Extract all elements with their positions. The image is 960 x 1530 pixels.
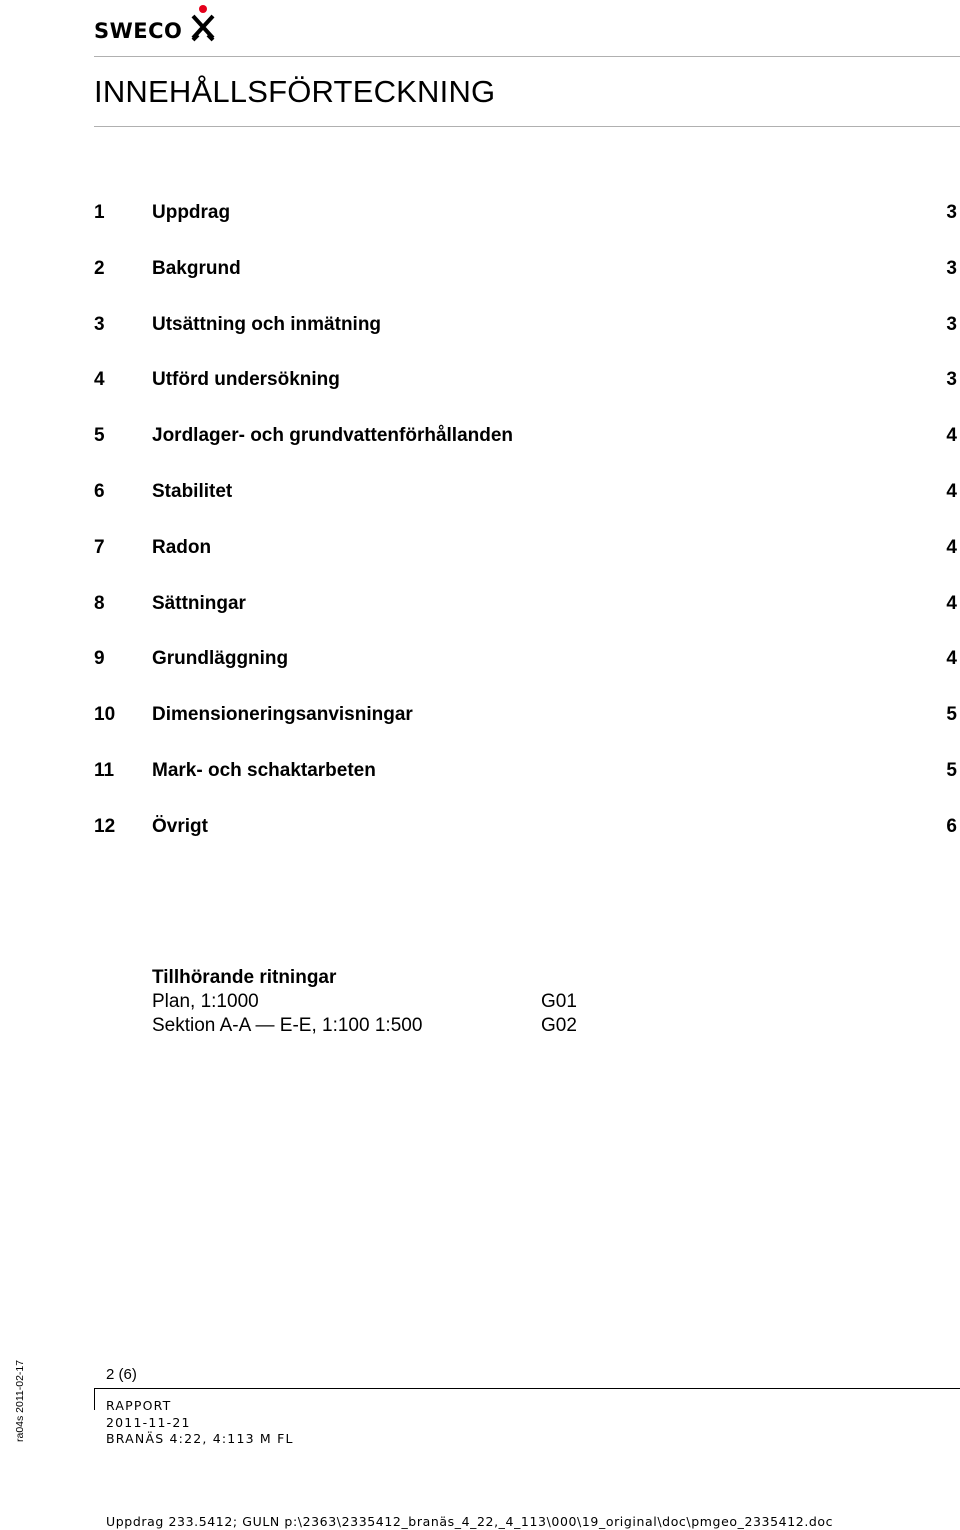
toc-title: Bakgrund: [152, 257, 241, 279]
toc-number: 8: [94, 592, 105, 614]
toc-entry[interactable]: [94, 254, 960, 310]
footer-divider: [94, 1388, 960, 1389]
page-number: 2 (6): [106, 1366, 137, 1383]
toc-number: 10: [94, 704, 116, 726]
toc-title: Grundläggning: [152, 648, 289, 670]
toc-number: 5: [94, 425, 105, 447]
drawing-code: G02: [541, 1015, 577, 1036]
footer-info: [106, 1398, 294, 1448]
page-title: INNEHÅLLSFÖRTECKNING: [94, 74, 496, 109]
toc-entry[interactable]: [94, 310, 960, 366]
toc-page-number: 3: [946, 369, 957, 391]
toc-entry[interactable]: [94, 421, 960, 477]
toc-title: Uppdrag: [152, 202, 231, 223]
toc-page-number: 6: [946, 815, 957, 837]
toc-title: Stabilitet: [152, 480, 233, 502]
toc-number: 11: [94, 759, 115, 781]
toc-number: 12: [94, 815, 116, 837]
toc-entry[interactable]: [94, 700, 960, 756]
toc-page-number: 4: [946, 425, 957, 447]
drawing-row: [152, 990, 592, 1014]
toc-number: 4: [94, 369, 105, 391]
toc-page-number: 4: [946, 648, 957, 670]
toc-title: Övrigt: [152, 815, 208, 837]
sweco-logo: [94, 4, 224, 44]
toc-page-number: 5: [946, 759, 957, 781]
toc-page-number: 4: [946, 480, 957, 502]
title-divider: [94, 126, 960, 127]
footer-corner-mark: [94, 1388, 95, 1410]
header-divider: [94, 56, 960, 57]
toc-entry[interactable]: [94, 756, 960, 812]
toc-entry[interactable]: [94, 644, 960, 700]
toc-title: Utsättning och inmätning: [152, 313, 382, 335]
toc-entry[interactable]: [94, 812, 960, 868]
drawing-row: [152, 1014, 592, 1038]
sweco-figure-icon: [190, 4, 216, 44]
toc-title: Radon: [152, 536, 212, 558]
toc-number: 6: [94, 480, 105, 502]
toc-title: Utförd undersökning: [152, 369, 340, 391]
drawings-section: [152, 966, 592, 1038]
drawing-label: Sektion A-A — E-E, 1:100 1:500: [152, 1015, 423, 1036]
toc-entry[interactable]: [94, 365, 960, 421]
toc-title: Dimensioneringsanvisningar: [152, 704, 413, 726]
drawing-label: Plan, 1:1000: [152, 991, 259, 1012]
drawing-code: G01: [541, 991, 577, 1012]
toc-page-number: 4: [946, 592, 957, 614]
file-path-line: Uppdrag 233.5412; GULN p:\2363\2335412_branäs_4_22,_4_113\000\19_original\doc\pmgeo_2335412.doc: [106, 1514, 834, 1529]
toc-title: Sättningar: [152, 592, 246, 614]
toc-number: 9: [94, 648, 105, 670]
table-of-contents: [94, 198, 960, 868]
toc-page-number: 3: [946, 257, 957, 279]
toc-number: 7: [94, 536, 105, 558]
toc-number: 1: [94, 202, 105, 223]
toc-entry[interactable]: [94, 533, 960, 589]
toc-number: 3: [94, 313, 105, 335]
toc-entry[interactable]: [94, 198, 960, 254]
template-code-text: ra04s 2011-02-17: [14, 1359, 26, 1442]
logo-text: SWECO: [94, 19, 183, 43]
toc-page-number: 4: [946, 536, 957, 558]
toc-page-number: 3: [946, 202, 957, 223]
doc-type: RAPPORT: [106, 1398, 172, 1413]
property-name: BRANÄS 4:22, 4:113 M FL: [106, 1431, 294, 1446]
toc-title: Jordlager- och grundvattenförhållanden: [152, 425, 514, 447]
toc-number: 2: [94, 257, 105, 279]
toc-title: Mark- och schaktarbeten: [152, 759, 376, 781]
toc-entry[interactable]: [94, 589, 960, 645]
toc-entry[interactable]: [94, 477, 960, 533]
toc-page-number: 5: [946, 704, 957, 726]
drawings-heading: Tillhörande ritningar: [152, 967, 337, 988]
toc-page-number: 3: [946, 313, 957, 335]
doc-date: 2011-11-21: [106, 1414, 191, 1430]
